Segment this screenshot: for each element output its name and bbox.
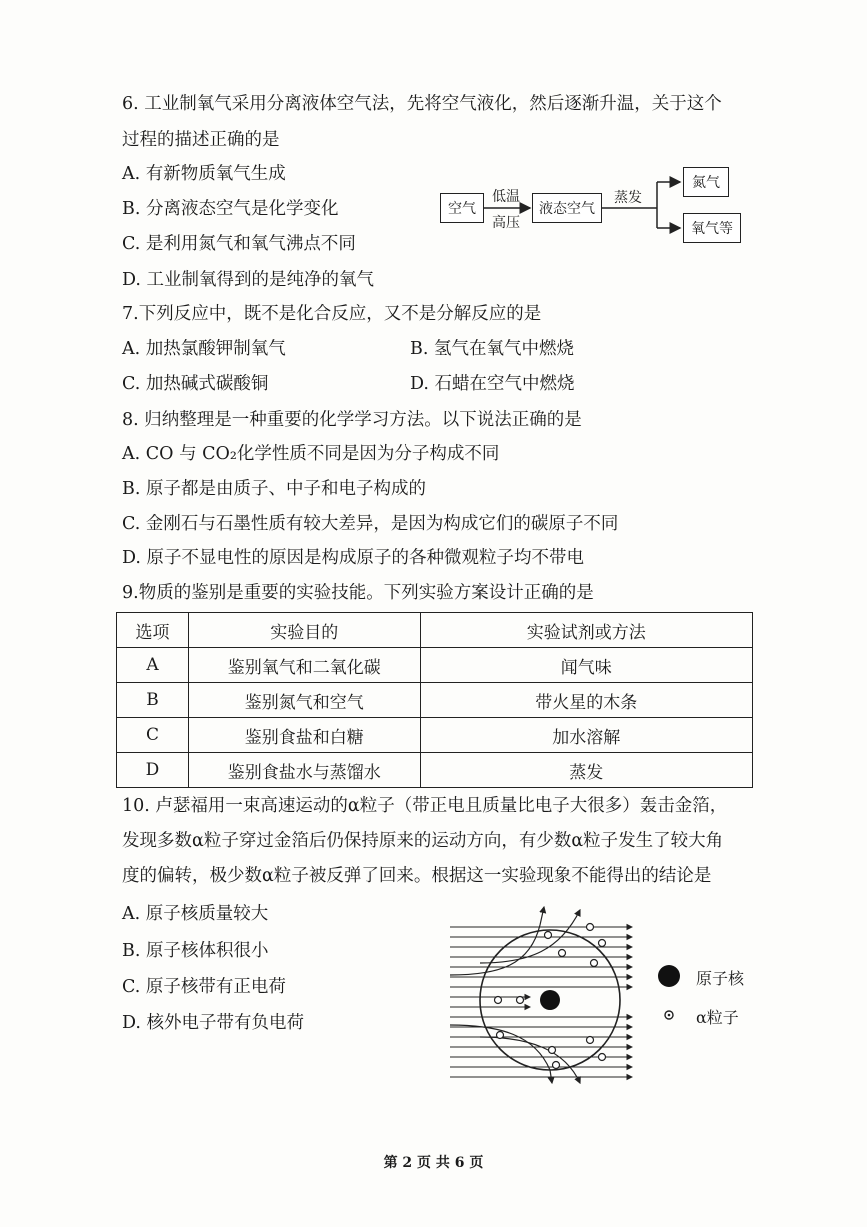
q10-stem-line3: 度的偏转，极少数α粒子被反弹了回来。根据这一实验现象不能得出的结论是 — [122, 866, 712, 886]
alpha-particle-marker — [599, 1054, 606, 1061]
legend-nucleus-label: 原子核 — [696, 969, 745, 988]
table-header-row — [117, 613, 753, 648]
table-cell: 加水溶解 — [420, 718, 752, 753]
header-method: 实验试剂或方法 — [420, 613, 752, 648]
alpha-particle-marker — [587, 924, 594, 931]
alpha-particle-marker — [549, 1047, 556, 1054]
q9-table — [116, 612, 753, 788]
box-oxygen: 氧气等 — [683, 213, 741, 243]
q7-option-d: D. 石蜡在空气中燃烧 — [410, 374, 575, 394]
table-cell: C — [117, 718, 189, 753]
q7-option-a: A. 加热氯酸钾制氧气 — [122, 339, 286, 359]
q6-option-a: A. 有新物质氧气生成 — [122, 164, 286, 184]
q8-stem: 8. 归纳整理是一种重要的化学学习方法。以下说法正确的是 — [122, 410, 582, 430]
label-evaporate: 蒸发 — [614, 190, 642, 206]
flow-arrows — [0, 0, 867, 300]
q8-option-b: B. 原子都是由质子、中子和电子构成的 — [122, 479, 426, 499]
box-air: 空气 — [440, 193, 484, 223]
q6-stem-line1: 6. 工业制氧气采用分离液体空气法，先将空气液化，然后逐渐升温，关于这个 — [122, 94, 722, 114]
alpha-particle-marker — [497, 1032, 504, 1039]
alpha-particle-marker — [559, 950, 566, 957]
table-cell: 鉴别氮气和空气 — [188, 683, 420, 718]
q6-option-d: D. 工业制氧得到的是纯净的氧气 — [122, 270, 375, 290]
legend-alpha-label: α粒子 — [696, 1008, 739, 1027]
diagram-legend-markers — [656, 963, 686, 1033]
q9-stem: 9.物质的鉴别是重要的实验技能。下列实验方案设计正确的是 — [122, 583, 594, 603]
alpha-particle-marker — [587, 1037, 594, 1044]
q10-option-a: A. 原子核质量较大 — [122, 904, 269, 924]
rutherford-scattering-diagram — [440, 905, 640, 1085]
table-row — [117, 718, 753, 753]
table-cell: D — [117, 753, 189, 788]
deflected-path-up — [450, 907, 544, 975]
table-cell: 鉴别食盐和白糖 — [188, 718, 420, 753]
q7-option-c: C. 加热碱式碳酸铜 — [122, 374, 269, 394]
q10-option-b: B. 原子核体积很小 — [122, 941, 269, 961]
table-cell: 带火星的木条 — [420, 683, 752, 718]
alpha-particle-marker — [591, 960, 598, 967]
table-cell: 鉴别氧气和二氧化碳 — [188, 648, 420, 683]
q7-option-b: B. 氢气在氧气中燃烧 — [410, 339, 574, 359]
alpha-particle-marker — [545, 932, 552, 939]
header-purpose: 实验目的 — [188, 613, 420, 648]
alpha-particle-marker — [599, 940, 606, 947]
table-cell: 闻气味 — [420, 648, 752, 683]
q7-stem: 7.下列反应中，既不是化合反应，又不是分解反应的是 — [122, 304, 542, 324]
alpha-particle-marker — [517, 997, 524, 1004]
box-nitrogen: 氮气 — [683, 167, 729, 197]
table-row — [117, 683, 753, 718]
q8-option-d: D. 原子不显电性的原因是构成原子的各种微观粒子均不带电 — [122, 548, 585, 568]
table-cell: 蒸发 — [420, 753, 752, 788]
nucleus-dot — [540, 990, 560, 1010]
legend-nucleus-icon — [658, 965, 680, 987]
q10-option-c: C. 原子核带有正电荷 — [122, 977, 286, 997]
q8-option-c: C. 金刚石与石墨性质有较大差异，是因为构成它们的碳原子不同 — [122, 514, 619, 534]
cond-high-pressure: 高压 — [492, 215, 520, 231]
q6-option-c: C. 是利用氮气和氧气沸点不同 — [122, 234, 356, 254]
table-cell: A — [117, 648, 189, 683]
q8-option-a: A. CO 与 CO₂化学性质不同是因为分子构成不同 — [122, 444, 500, 464]
q6-stem-line2: 过程的描述正确的是 — [122, 130, 280, 150]
q10-option-d: D. 核外电子带有负电荷 — [122, 1013, 305, 1033]
alpha-particle-marker — [553, 1062, 560, 1069]
alpha-particle-marker — [495, 997, 502, 1004]
q10-stem-line1: 10. 卢瑟福用一束高速运动的α粒子（带正电且质量比电子大很多）轰击金箔， — [122, 796, 728, 816]
table-cell: 鉴别食盐水与蒸馏水 — [188, 753, 420, 788]
page-footer: 第 2 页 共 6 页 — [383, 1155, 484, 1171]
q10-stem-line2: 发现多数α粒子穿过金箔后仍保持原来的运动方向，有少数α粒子发生了较大角 — [122, 831, 724, 851]
q6-option-b: B. 分离液态空气是化学变化 — [122, 199, 339, 219]
cond-low-temp: 低温 — [492, 189, 520, 205]
table-row — [117, 753, 753, 788]
table-row — [117, 648, 753, 683]
box-liquid-air: 液态空气 — [532, 193, 602, 223]
table-cell: B — [117, 683, 189, 718]
header-option: 选项 — [117, 613, 189, 648]
